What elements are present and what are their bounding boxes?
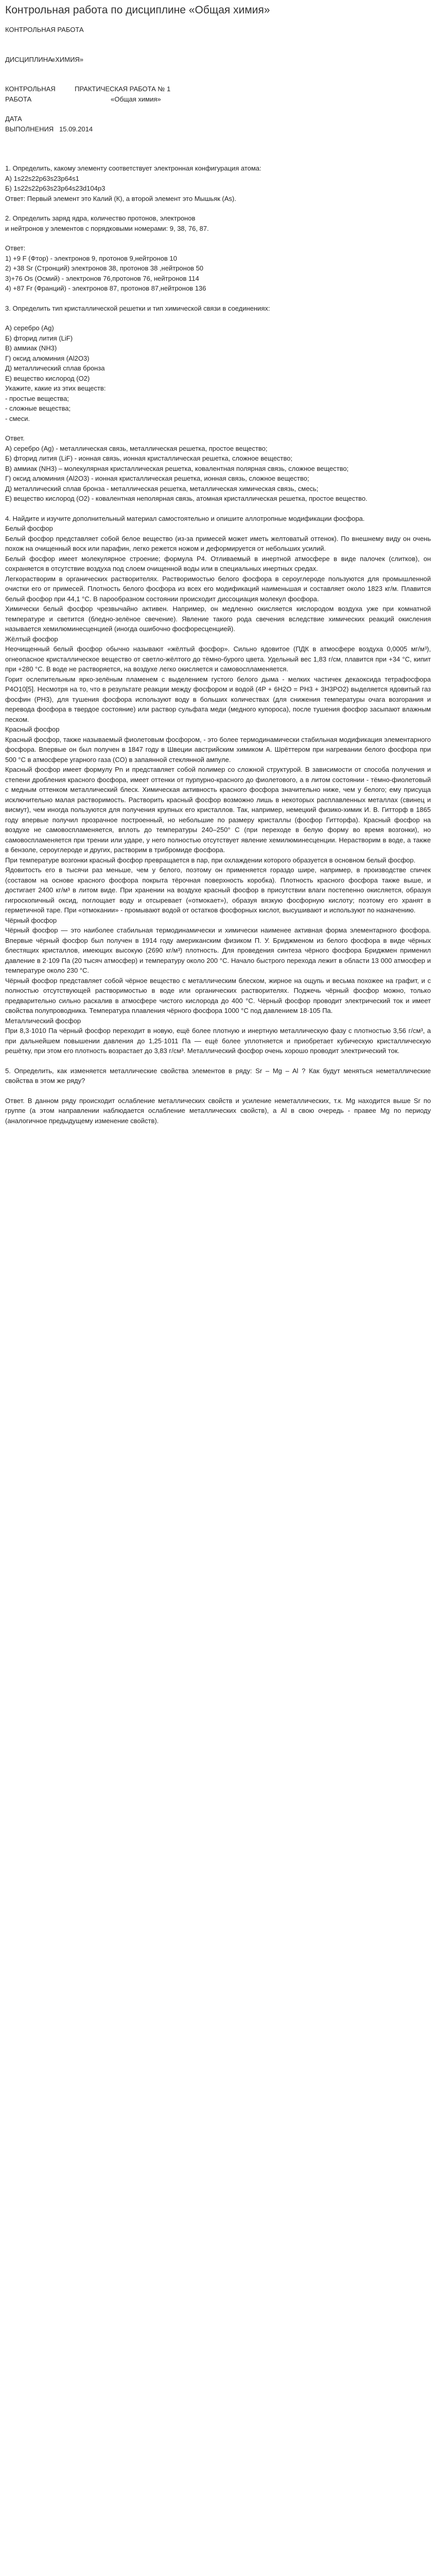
q3-group: - простые вещества; (5, 394, 69, 402)
q1-question: 1. Определить, какому элементу соответствует электронная конфигурация атома: (5, 164, 261, 172)
date-label: ДАТА (5, 115, 22, 123)
q3-group: - сложные вещества; (5, 404, 71, 412)
yellow-phosphorus-paragraph: Горит ослепительным ярко-зелёным пламенем с выделением густого белого дыма - мелких частичек декаоксида тетрафосфора P4O10[5]. Несмотря на то, что в результате реакции между фосфором и водой (4P + 6H2O = PH3 + 3H3PO2) выделяется ядовитый газ фосфин (PH3), для тушения фосфора используют воду в больших количествах (для снижения температуры очага возгорания и перевода фосфора в твердое состояние) или раствор сульфата меди (медного купороса), после тушения фосфор засыпают влажным песком. (5, 675, 431, 723)
red-phosphorus-paragraph: Красный фосфор имеет формулу Pn и представляет собой полимер со сложной структурой. В зависимости от способа получения и степени дробления красного фосфора, имеет оттенки от пурпурно-красного до фиолетового, а в литом состоянии - тёмно-фиолетовый с медным оттенком металлический блеск. Химическая активность красного фосфора значительно ниже, чем у белого; ему присуща исключительно малая растворимость. Растворить красный фосфор возможно лишь в некоторых расплавленных металлах (свинец и висмут), чем иногда пользуются для получения крупных его кристаллов. Так, например, немецкий физико-химик И. В. Гитторф в 1865 году впервые получил прозрачное построенный, но небольшие по размеру кристаллы (фосфор Гитторфа). Красный фосфор на воздухе не самовоспламеняется, вплоть до температуры 240–250° С (при переходе в белую форму во время возгонки), но самовоспламеняется при трении или ударе, у него полностью отсутствует явление хемилюминесценции. Нерастворим в воде, а также в бензоле, сероуглероде и других, растворим в трибромиде фосфора. (5, 766, 431, 854)
discipline-label: ДИСЦИПЛИНА: (5, 55, 55, 63)
q3-group: - смеси. (5, 414, 30, 422)
white-phosphorus-paragraph: Белый фосфор имеет молекулярное строение; формула P4. Отливаемый в инертной атмосфере в виде палочек (слитков), он сохраняется в отсутствие воздуха под слоем очищенной воды или в специальных инертных средах. (5, 554, 431, 572)
discipline-value: «ХИМИЯ» (51, 55, 84, 63)
q3-instruction: Укажите, какие из этих веществ: (5, 384, 106, 392)
done-row (5, 124, 431, 134)
metal-phosphorus-paragraph: При 8,3·1010 Па чёрный фосфор переходит в новую, ещё более плотную и инертную металлическую фазу с плотностью 3,56 г/см³, а при дальнейшем повышении давления до 1,25·1011 Па — ещё более уплотняется и приобретает кубическую кристаллическую решётку, при этом его плотность возрастает до 3,83 г/см³. Металлический фосфор очень хорошо проводит электрический ток. (5, 1027, 431, 1055)
q3-question: 3. Определить тип кристаллической решетки и тип химической связи в соединениях: (5, 304, 270, 312)
work-row (5, 84, 431, 94)
discipline-row (5, 55, 431, 65)
white-phosphorus-heading: Белый фосфор (5, 524, 53, 532)
q4-question: 4. Найдите и изучите дополнительный материал самостоятельно и опишите аллотропные модификации фосфора. (5, 514, 365, 522)
q3-substance: Е) вещество кислород (О2) (5, 374, 90, 382)
q3-substance: Г) оксид алюминия (Al2O3) (5, 354, 90, 362)
black-phosphorus-paragraph: Чёрный фосфор — это наиболее стабильная термодинамически и химически наименее активная форма элементарного фосфора. Впервые чёрный фосфор был получен в 1914 году американским физиком П. У. Бриджменом из белого фосфора в виде чёрных блестящих кристаллов, имеющих высокую (2690 кг/м³) плотность. Для проведения синтеза чёрного фосфора Бриджмен применил давление в 2·109 Па (20 тысяч атмосфер) и температуру около 200 °C. Начало быстрого перехода лежит в области 13 000 атмосфер и температуре около 230 °C. (5, 926, 431, 974)
q2-item: 1) +9 F (Фтор) - электронов 9, протонов 9,нейтронов 10 (5, 254, 177, 262)
white-phosphorus-paragraph: Белый фосфор представляет собой белое вещество (из-за примесей может иметь желтоватый оттенок). По внешнему виду он очень похож на очищенный воск или парафин, легко режется ножом и деформируется от небольших усилий. (5, 534, 431, 552)
q3-answer: В) аммиак (NH3) – молекулярная кристаллическая решетка, ковалентная полярная связь, сложное вещество; (5, 464, 349, 472)
white-phosphorus-paragraph: Легкорастворим в органических растворителях. Растворимостью белого фосфора в сероуглероде пользуются для промышленной очистки его от примесей. Плотность белого фосфора из всех его модификаций наименьшая и составляет около 1823 кг/м. Плавится белый фосфор при 44,1 °C. В парообразном состоянии происходит диссоциация молекул фосфора. (5, 574, 431, 603)
header-center-title: КОНТРОЛЬНАЯ РАБОТА (5, 26, 84, 33)
q1-option-b: Б) 1s22s22p63s23p64s23d104p3 (5, 184, 106, 192)
page-title: Контрольная работа по дисциплине «Общая химия» (5, 4, 270, 16)
q3-answer-label: Ответ. (5, 434, 25, 442)
work-label-2: РАБОТА (5, 95, 32, 103)
red-phosphorus-paragraph: При температуре возгонки красный фосфор превращается в пар, при охлаждении которого образуется в основном белый фосфор. (5, 856, 416, 864)
q1-answer: Ответ: Первый элемент это Калий (К), а второй элемент это Мышьяк (As). (5, 194, 236, 202)
q2-item: 2) +38 Sr (Стронций) электронов 38, протонов 38 ,нейтронов 50 (5, 264, 204, 272)
q3-answer: Е) вещество кислород (О2) - ковалентная неполярная связь, атомная кристаллическая решетка, простое вещество. (5, 495, 368, 502)
q2-item: 3)+76 Os (Осмий) - электронов 76,протонов 76, нейтронов 114 (5, 274, 199, 282)
q3-substance: В) аммиак (NH3) (5, 344, 57, 352)
q3-answer: Г) оксид алюминия (Al2O3) - ионная кристаллическая решетка, ионная связь, сложное вещество; (5, 474, 309, 482)
q2-question: 2. Определить заряд ядра, количество протонов, электронов (5, 214, 196, 222)
metal-phosphorus-heading: Металлический фосфор (5, 1016, 81, 1025)
work-row-2 (5, 94, 431, 105)
black-phosphorus-heading: Чёрный фосфор (5, 916, 57, 924)
document-page (0, 3, 436, 1146)
work-value-2: «Общая химия» (111, 95, 161, 103)
q5-answer: Ответ. В данном ряду происходит ослабление металлических свойств и усиление неметаллических, т.к. Mg находится выше Sr по группе (а этом направлении наблюдается ослабление металлических свойств), а Al в свою очередь - правее Mg по периоду (аналогичное предыдущему изменение свойств). (5, 1096, 431, 1125)
red-phosphorus-heading: Красный фосфор (5, 725, 60, 733)
q3-substance: Б) фторид лития (LiF) (5, 334, 73, 342)
done-label: ВЫПОЛНЕНИЯ (5, 125, 54, 133)
q3-answer: А) серебро (Ag) - металлическая связь, металлическая решетка, простое вещество; (5, 444, 268, 452)
q3-answer: Б) фторид лития (LiF) - ионная связь, ионная кристаллическая решетка, сложное вещество; (5, 454, 292, 462)
q3-substance: А) серебро (Ag) (5, 324, 54, 332)
q3-substance: Д) металлический сплав бронза (5, 364, 105, 372)
red-phosphorus-paragraph: Красный фосфор, также называемый фиолетовым фосфором, - это более термодинамически стабильная модификация элементарного фосфора. Впервые он был получен в 1847 году в Швеции австрийским химиком А. Шрёттером при нагревании белого фосфора при 500 °С в атмосфере угарного газа (СО) в запаянной стеклянной ампуле. (5, 735, 431, 764)
red-phosphorus-paragraph: Ядовитость его в тысячи раз меньше, чем у белого, поэтому он применяется гораздо шире, например, в производстве спичек (составом на основе красного фосфора покрыта тёрочная поверхность коробка). Плотность красного фосфора также выше, и достигает 2400 кг/м³ в литом виде. При хранении на воздухе красный фосфор в присутствии влаги постепенно окисляется, образуя гигроскопичный оксид, поглощает воду и отсыревает («отмокает»), образуя вязкую фосфорную кислоту; поэтому его хранят в герметичной таре. При «отмокании» - промывают водой от остатков фосфорных кислот, высушивают и используют по назначению. (5, 866, 431, 914)
work-value: ПРАКТИЧЕСКАЯ РАБОТА № 1 (75, 85, 171, 93)
white-phosphorus-paragraph: Химически белый фосфор чрезвычайно активен. Например, он медленно окисляется кислородом воздуха уже при комнатной температуре и светится (бледно-зелёное свечение). Явление такого рода свечения вследствие химических реакций окисления называется хемилюминесценцией (иногда ошибочно фосфоресценцией). (5, 605, 431, 633)
q5-question: 5. Определить, как изменяется металлические свойства элементов в ряду: Sr – Mg – Al ? Как будут меняться неметаллические свойства в этом же ряду? (5, 1066, 431, 1084)
q3-answer: Д) металлический сплав бронза - металлическая решетка, металлическая химическая связь, смесь; (5, 484, 319, 493)
document-body (5, 25, 431, 1126)
yellow-phosphorus-paragraph: Неочищенный белый фосфор обычно называют «жёлтый фосфор». Сильно ядовитое (ПДК в атмосфере воздуха 0,0005 мг/м³), огнеопасное кристаллическое вещество от светло-жёлтого до тёмно-бурого цвета. Удельный вес 1,83 г/см, плавится при +34 °C, кипит при +280 °C. В воде не растворяется, на воздухе легко окисляется и самовоспламеняется. (5, 645, 431, 673)
work-label: КОНТРОЛЬНАЯ (5, 85, 56, 93)
done-value: 15.09.2014 (59, 125, 93, 133)
q2-item: 4) +87 Fr (Франций) - электронов 87, протонов 87,нейтронов 136 (5, 284, 206, 292)
black-phosphorus-paragraph: Чёрный фосфор представляет собой чёрное вещество с металлическим блеском, жирное на ощупь и весьма похожее на графит, и с полностью отсутствующей растворимостью в воде или органических растворителях. Поджечь чёрный фосфор можно, только предварительно сильно раскалив в атмосфере чистого кислорода до 400 °C. Чёрный фосфор проводит электрический ток и имеет свойства полупроводника. Температура плавления чёрного фосфора 1000 °C под давлением 18·105 Па. (5, 976, 431, 1014)
yellow-phosphorus-heading: Жёлтый фосфор (5, 635, 58, 643)
q1-option-a: А) 1s22s22p63s23p64s1 (5, 174, 79, 182)
q2-answer-label: Ответ: (5, 244, 26, 252)
q2-question-cont: и нейтронов у элементов с порядковыми номерами: 9, 38, 76, 87. (5, 224, 209, 232)
